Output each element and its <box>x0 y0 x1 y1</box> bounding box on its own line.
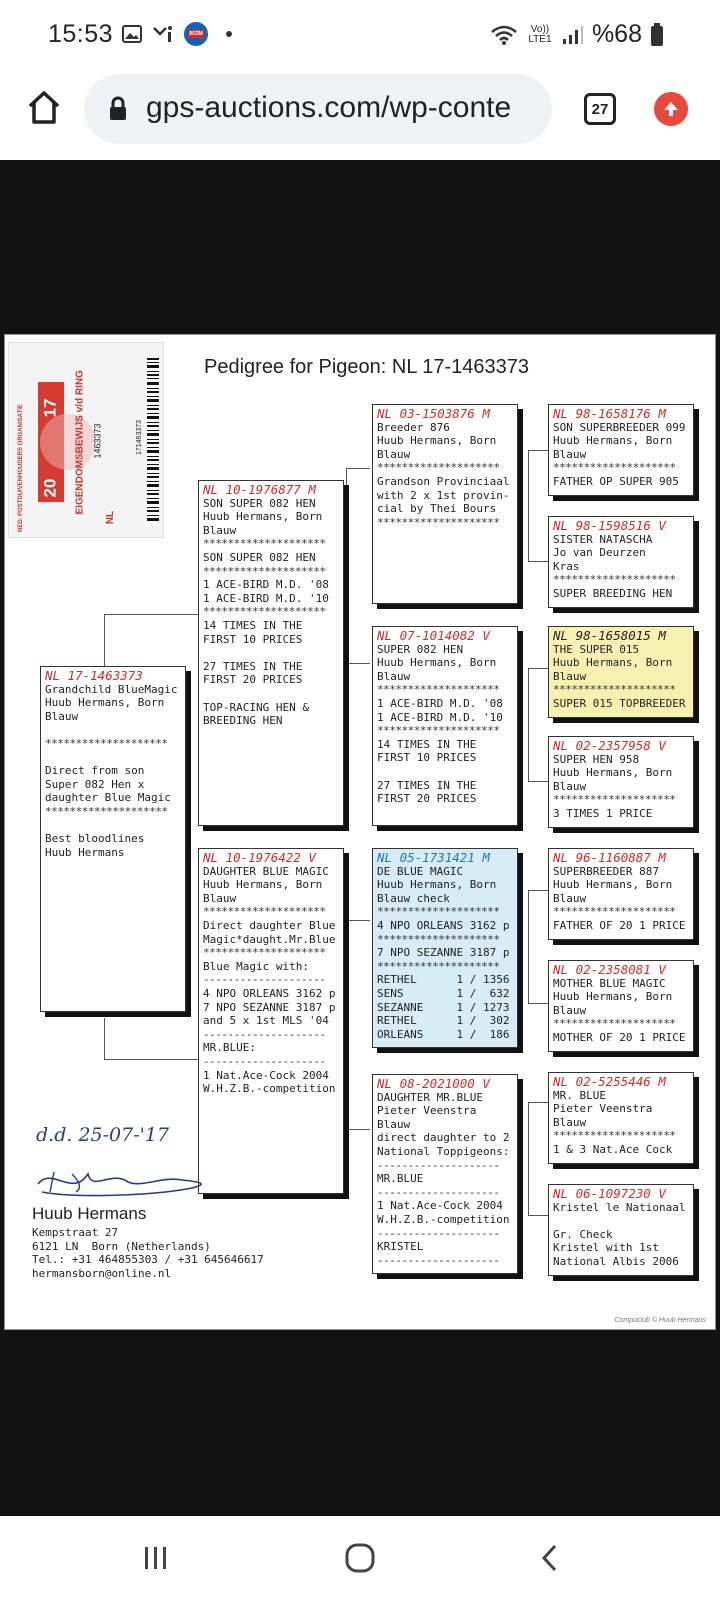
pedigree-line: Jo van Deurzen <box>553 546 646 560</box>
mf-ring-id: NL 05-1731421 M <box>377 850 490 865</box>
status-bar <box>0 0 720 72</box>
pedigree-line: ******************** <box>553 1017 676 1031</box>
pedigree-line: MR. BLUE <box>553 1088 606 1102</box>
pedigree-line: MOTHER OF 20 1 PRICE <box>553 1030 686 1044</box>
mff-box <box>548 848 694 940</box>
pedigree-line: -------------------- <box>377 1226 500 1240</box>
fm-box <box>372 626 518 826</box>
pedigree-line: ******************** <box>203 564 326 578</box>
subject-box <box>40 666 186 1012</box>
fm-ring-id: NL 07-1014082 V <box>377 628 490 643</box>
pedigree-line: Blauw check <box>377 891 450 905</box>
pedigree-document <box>4 334 716 1330</box>
pedigree-line: Blauw <box>377 669 411 683</box>
home-button[interactable] <box>20 84 68 132</box>
pedigree-line: RETHEL 1 / 302 <box>377 1014 510 1028</box>
pedigree-line: Huub Hermans, Born <box>45 696 165 710</box>
pedigree-line: Blauw <box>553 1003 587 1017</box>
pedigree-line: TOP-RACING HEN & <box>203 700 309 714</box>
recents-button[interactable] <box>136 1538 176 1578</box>
home-nav-button[interactable] <box>340 1538 380 1578</box>
pedigree-title: Pedigree for Pigeon: NL 17-1463373 <box>204 356 530 378</box>
url-text: gps-auctions.com/wp-conte <box>146 91 512 124</box>
connector-mm-grandparents <box>528 1102 548 1216</box>
pedigree-line: -------------------- <box>377 1253 500 1267</box>
mmf-details <box>553 1089 689 1157</box>
pedigree-line: SUPER 015 TOPBREEDER <box>553 696 686 710</box>
pedigree-line: direct daughter to 2 <box>377 1131 510 1145</box>
gallery-icon <box>122 25 142 43</box>
pedigree-line: ******************** <box>203 905 326 919</box>
wifi-icon <box>490 24 518 46</box>
signature-date: d.d. 25-07-'17 <box>36 1124 170 1146</box>
pedigree-line <box>377 765 513 779</box>
mmf-box <box>548 1072 694 1164</box>
fm-details <box>377 643 513 806</box>
pedigree-line: THE SUPER 015 <box>553 642 640 656</box>
pedigree-line: ******************** <box>553 793 676 807</box>
pedigree-line: Grandson Provinciaal <box>377 474 510 488</box>
pedigree-line: Blauw <box>203 891 237 905</box>
pedigree-line: Huub Hermans, Born <box>553 766 673 780</box>
fff-box <box>548 404 694 496</box>
father-ring-id: NL 10-1976877 M <box>203 482 316 497</box>
owner-email: hermansborn@online.nl <box>32 1266 172 1280</box>
signal-icon <box>562 25 584 45</box>
pedigree-line: 27 TIMES IN THE <box>203 659 303 673</box>
owner-address-1: Kempstraat 27 <box>32 1226 119 1239</box>
pedigree-line: 7 NPO SEZANNE 3187 p <box>203 1000 336 1014</box>
pedigree-line: ******************** <box>377 959 500 973</box>
subject-ring-id: NL 17-1463373 <box>45 668 143 683</box>
pedigree-line: ORLEANS 1 / 186 <box>377 1027 510 1041</box>
pedigree-line: 1 & 3 Nat.Ace Cock <box>553 1142 673 1156</box>
pedigree-line: ******************** <box>377 905 500 919</box>
pedigree-line: FIRST 20 PRICES <box>203 673 303 687</box>
mmf-ring-id: NL 02-5255446 M <box>553 1074 666 1089</box>
pedigree-line: Blauw <box>553 1115 587 1129</box>
pedigree-line: ******************** <box>45 736 168 750</box>
mfm-box <box>548 960 694 1052</box>
battery-percent: %68 <box>591 20 642 48</box>
pedigree-line: Blauw <box>203 523 237 537</box>
pedigree-line: SUPER HEN 958 <box>553 752 640 766</box>
pedigree-line: FIRST 10 PRICES <box>203 632 303 646</box>
dot-icon <box>226 31 232 37</box>
ring-year-b: 17 <box>40 398 60 418</box>
pedigree-line: ******************** <box>377 724 500 738</box>
pedigree-line <box>203 687 339 701</box>
connector-ff-grandparents <box>528 450 548 562</box>
pedigree-line: SON SUPER 082 HEN <box>203 496 316 510</box>
bizim-app-icon: BİZİM <box>184 22 208 46</box>
pedigree-line: 7 NPO SEZANNE 3187 p <box>377 946 510 960</box>
pedigree-line: -------------------- <box>203 1027 326 1041</box>
mmm-ring-id: NL 06-1097230 V <box>553 1186 666 1201</box>
tab-switcher-button[interactable]: 27 <box>584 93 616 125</box>
pedigree-line: SUPER 082 HEN <box>377 642 464 656</box>
url-bar[interactable] <box>84 74 552 144</box>
pedigree-line: Blauw <box>553 891 587 905</box>
pedigree-line: SON SUPER 082 HEN <box>203 550 316 564</box>
pedigree-line: SEZANNE 1 / 1273 <box>377 1000 510 1014</box>
pedigree-line: daughter Blue Magic <box>45 791 171 805</box>
pedigree-line: W.H.Z.B.-competition <box>203 1082 336 1096</box>
owner-address-2: 6121 LN Born (Netherlands) <box>32 1239 211 1253</box>
pedigree-line: Huub Hermans, Born <box>553 990 673 1004</box>
pedigree-line: Huub Hermans, Born <box>553 434 673 448</box>
subject-details <box>45 683 181 860</box>
owner-block <box>32 1204 264 1280</box>
recents-icon <box>141 1545 171 1571</box>
mf-details <box>377 865 513 1042</box>
fmm-details <box>553 753 689 821</box>
ffm-box <box>548 516 694 608</box>
pedigree-line: Gr. Check <box>553 1227 613 1241</box>
battery-icon <box>650 23 664 47</box>
pedigree-line: Kristel le Nationaal <box>553 1200 686 1214</box>
connector-mother-mf <box>346 920 370 1060</box>
pedigree-line: -------------------- <box>203 973 326 987</box>
pedigree-line: 4 NPO ORLEANS 3162 p <box>203 986 336 1000</box>
ff-box <box>372 404 518 604</box>
fmf-ring-id: NL 98-1658015 M <box>553 628 666 643</box>
pedigree-line: Blauw <box>45 709 79 723</box>
network-label: Vo)) LTE1 <box>528 23 552 45</box>
pedigree-line: FIRST 10 PRICES <box>377 751 477 765</box>
back-icon <box>538 1543 562 1573</box>
pedigree-line: W.H.Z.B.-competition <box>377 1212 510 1226</box>
pedigree-line: National Albis 2006 <box>553 1254 679 1268</box>
pedigree-line: ******************** <box>377 683 500 697</box>
pedigree-line: Breeder 876 <box>377 420 450 434</box>
pedigree-line: Kras <box>553 559 580 573</box>
mother-box <box>198 848 344 1194</box>
pedigree-line: DAUGHTER BLUE MAGIC <box>203 864 329 878</box>
mfm-ring-id: NL 02-2358081 V <box>553 962 666 977</box>
mother-details <box>203 865 339 1096</box>
mf-box <box>372 848 518 1048</box>
pedigree-line: 14 TIMES IN THE <box>377 737 477 751</box>
pedigree-line: 1 ACE-BIRD M.D. '08 <box>377 696 503 710</box>
pedigree-line: DAUGHTER MR.BLUE <box>377 1090 483 1104</box>
pedigree-line: 27 TIMES IN THE <box>377 778 477 792</box>
mmm-details <box>553 1201 689 1269</box>
pedigree-line: Pieter Veenstra <box>553 1102 653 1116</box>
fmm-ring-id: NL 02-2357958 V <box>553 738 666 753</box>
pedigree-line <box>203 646 339 660</box>
connector-subject-mother <box>104 1018 198 1060</box>
fmf-details <box>553 643 689 711</box>
pedigree-line: MR.BLUE <box>377 1172 424 1186</box>
pedigree-line: 1 Nat.Ace-Cock 2004 <box>203 1068 329 1082</box>
mm-box <box>372 1074 518 1274</box>
pedigree-line: Huub Hermans <box>45 845 125 859</box>
fmm-box <box>548 736 694 828</box>
pedigree-line: ******************** <box>203 605 326 619</box>
handwritten-signature <box>32 1162 212 1202</box>
pedigree-line: National Toppigeons: <box>377 1144 510 1158</box>
pedigree-line: Best bloodlines <box>45 832 145 846</box>
connector-father-ff <box>346 468 370 618</box>
ring-number: 1463373 <box>92 423 103 459</box>
pedigree-line: Blauw <box>553 779 587 793</box>
pedigree-line: ******************** <box>377 932 500 946</box>
home-icon <box>20 84 68 132</box>
pedigree-line: 14 TIMES IN THE <box>203 618 303 632</box>
pedigree-line: cial by Thei Bours <box>377 502 497 516</box>
pedigree-line: -------------------- <box>203 1054 326 1068</box>
pedigree-line: ******************** <box>203 946 326 960</box>
mff-ring-id: NL 96-1160887 M <box>553 850 666 865</box>
ring-certificate <box>8 342 164 538</box>
pedigree-line: SENS 1 / 632 <box>377 986 510 1000</box>
pedigree-line: 1 Nat.Ace-Cock 2004 <box>377 1199 503 1213</box>
pedigree-line: 1 ACE-BIRD M.D. '08 <box>203 578 329 592</box>
pedigree-line: MR.BLUE: <box>203 1041 256 1055</box>
update-button[interactable] <box>654 92 688 126</box>
ff-ring-id: NL 03-1503876 M <box>377 406 490 421</box>
mmm-box <box>548 1184 694 1276</box>
connector-father-fm <box>346 614 370 664</box>
pedigree-line: SUPERBREEDER 887 <box>553 864 659 878</box>
mm-ring-id: NL 08-2021000 V <box>377 1076 490 1091</box>
pedigree-line: ******************** <box>203 537 326 551</box>
ff-details <box>377 421 513 530</box>
pedigree-line: ******************** <box>553 905 676 919</box>
pedigree-line <box>45 723 181 737</box>
pedigree-line <box>553 1214 689 1228</box>
pedigree-line: 4 NPO ORLEANS 3162 p <box>377 918 510 932</box>
pedigree-line: -------------------- <box>377 1158 500 1172</box>
browser-toolbar <box>0 72 720 160</box>
pedigree-line: 3 TIMES 1 PRICE <box>553 806 653 820</box>
pedigree-line <box>45 819 181 833</box>
mother-ring-id: NL 10-1976422 V <box>203 850 316 865</box>
fmf-box <box>548 626 694 718</box>
home-circle-icon <box>344 1542 376 1574</box>
fff-ring-id: NL 98-1658176 M <box>553 406 666 421</box>
pedigree-line: SON SUPERBREEDER 099 <box>553 420 686 434</box>
android-nav-bar <box>0 1516 720 1600</box>
pedigree-line: Huub Hermans, Born <box>377 434 497 448</box>
pedigree-line: ******************** <box>377 461 500 475</box>
fff-details <box>553 421 689 489</box>
pedigree-line: BREEDING HEN <box>203 714 283 728</box>
pedigree-line: SISTER NATASCHA <box>553 532 653 546</box>
ring-org-text: NED. POSTDUIVENHOUDERS ORGANISATIE <box>18 404 24 532</box>
pedigree-line: and 5 x 1st MLS '04 <box>203 1014 329 1028</box>
pedigree-line: Magic*daught.Mr.Blue <box>203 932 336 946</box>
pedigree-line: Kristel with 1st <box>553 1241 659 1255</box>
ffm-details <box>553 533 689 601</box>
pedigree-line: Pieter Veenstra <box>377 1104 477 1118</box>
pedigree-line: SUPER BREEDING HEN <box>553 586 673 600</box>
software-credit: Compuclub © Huub Hermans <box>614 1317 706 1324</box>
pedigree-line: Direct from son <box>45 764 145 778</box>
pedigree-line: 1 ACE-BIRD M.D. '10 <box>377 710 503 724</box>
lock-icon <box>108 96 128 122</box>
pedigree-line: Direct daughter Blue <box>203 918 336 932</box>
father-box <box>198 480 344 826</box>
pedigree-line: Huub Hermans, Born <box>377 656 497 670</box>
pedigree-line: Super 082 Hen x <box>45 777 145 791</box>
pedigree-line: ******************** <box>553 573 676 587</box>
pedigree-line: Huub Hermans, Born <box>203 510 323 524</box>
pedigree-line: FATHER OP SUPER 905 <box>553 474 679 488</box>
ffm-ring-id: NL 98-1598516 V <box>553 518 666 533</box>
pedigree-line: Blauw <box>377 1117 411 1131</box>
clock: 15:53 <box>48 20 114 48</box>
pedigree-line: KRISTEL <box>377 1240 424 1254</box>
pedigree-line: Huub Hermans, Born <box>553 878 673 892</box>
pedigree-line <box>45 751 181 765</box>
ring-cert-text: EIGENDOMSBEWIJS v/d RING <box>74 370 86 515</box>
pedigree-line: Blauw <box>377 447 411 461</box>
pedigree-line: Huub Hermans, Born <box>553 656 673 670</box>
arrow-up-icon <box>662 100 680 118</box>
pedigree-line: Huub Hermans, Born <box>377 878 497 892</box>
connector-mother-mm <box>346 1060 370 1130</box>
owner-name: Huub Hermans <box>32 1204 147 1223</box>
pedigree-line: MOTHER BLUE MAGIC <box>553 976 666 990</box>
mm-details <box>377 1091 513 1268</box>
pedigree-line: ******************** <box>553 683 676 697</box>
pedigree-line: FATHER OF 20 1 PRICE <box>553 918 686 932</box>
mff-details <box>553 865 689 933</box>
pedigree-line: 1 ACE-BIRD M.D. '10 <box>203 591 329 605</box>
owner-phone: Tel.: +31 464855303 / +31 645646617 <box>32 1253 264 1266</box>
pedigree-line: DE BLUE MAGIC <box>377 864 464 878</box>
ring-barcode-text: 171463373 <box>136 419 144 456</box>
connector-mf-grandparents <box>528 890 548 1004</box>
connector-subject-father <box>104 614 198 670</box>
pedigree-line: ******************** <box>45 804 168 818</box>
ring-country: NL <box>105 510 117 525</box>
connector-fm-grandparents <box>528 668 548 782</box>
pedigree-line: Blauw <box>553 447 587 461</box>
pedigree-line: -------------------- <box>377 1185 500 1199</box>
pedigree-line: RETHEL 1 / 1356 <box>377 973 510 987</box>
pedigree-line: FIRST 20 PRICES <box>377 792 477 806</box>
father-details <box>203 497 339 728</box>
mfm-details <box>553 977 689 1045</box>
ring-year-a: 20 <box>40 478 60 498</box>
pedigree-line: Huub Hermans, Born <box>203 878 323 892</box>
pedigree-line: ******************** <box>553 1129 676 1143</box>
back-button[interactable] <box>530 1538 570 1578</box>
pedigree-line: ******************** <box>377 515 500 529</box>
notification-icons <box>122 22 232 46</box>
pedigree-line: Grandchild BlueMagic <box>45 682 178 696</box>
pedigree-line: Blue Magic with: <box>203 959 309 973</box>
missed-call-icon <box>152 24 174 44</box>
system-icons <box>490 20 664 49</box>
pedigree-line: ******************** <box>553 461 676 475</box>
pedigree-line: Blauw <box>553 669 587 683</box>
pedigree-line: with 2 x 1st provin- <box>377 488 510 502</box>
